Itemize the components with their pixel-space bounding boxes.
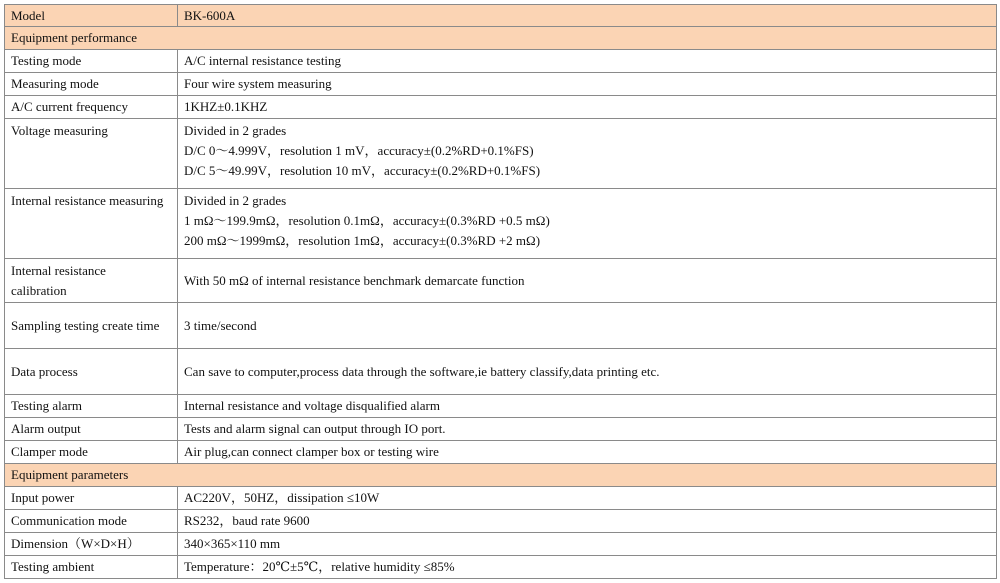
table-row [5,5,997,27]
row-value: Internal resistance and voltage disqualified alarm [178,395,997,418]
table-row [5,119,997,189]
table-row [5,349,997,395]
value-line: Divided in 2 grades [184,123,287,138]
table-row [5,73,997,96]
row-value: AC220V，50HZ，dissipation ≤10W [178,487,997,510]
row-value: 1KHZ±0.1KHZ [178,96,997,119]
value-line: 1 mΩ～199.9mΩ，resolution 0.1mΩ，accuracy±(0.3%RD +0.5 mΩ) [184,213,550,228]
row-value: Tests and alarm signal can output through IO port. [178,418,997,441]
table-row [5,96,997,119]
row-value: Four wire system measuring [178,73,997,96]
table-row [5,487,997,510]
label-line: calibration [11,282,67,298]
table-row [5,303,997,349]
row-label: Model [5,5,178,27]
row-value [178,189,997,259]
row-label: Clamper mode [5,441,178,464]
row-label: Alarm output [5,418,178,441]
value-line: D/C 5～49.99V，resolution 10 mV，accuracy±(0.2%RD+0.1%FS) [184,163,541,178]
row-value: 340×365×110 mm [178,533,997,556]
value-line: Divided in 2 grades [184,193,287,208]
section-header-row [5,464,997,487]
value-line: D/C 0～4.999V，resolution 1 mV，accuracy±(0.2%RD+0.1%FS) [184,143,534,158]
row-value: A/C internal resistance testing [178,50,997,73]
section-title: Equipment parameters [5,464,997,487]
row-label: Data process [5,349,178,395]
row-value: 3 time/second [178,303,997,349]
table-row [5,259,997,303]
table-row [5,50,997,73]
section-title: Equipment performance [5,27,997,50]
row-label: Voltage measuring [5,119,178,189]
table-row [5,510,997,533]
table-row [5,441,997,464]
row-label: Testing mode [5,50,178,73]
row-value: RS232，baud rate 9600 [178,510,997,533]
label-line: Internal resistance [11,262,106,278]
row-label: Communication mode [5,510,178,533]
table-row [5,418,997,441]
table-row [5,556,997,579]
table-row [5,395,997,418]
row-value: Air plug,can connect clamper box or testing wire [178,441,997,464]
row-label: Testing ambient [5,556,178,579]
row-label: Input power [5,487,178,510]
value-line: 200 mΩ～1999mΩ，resolution 1mΩ，accuracy±(0.3%RD +2 mΩ) [184,233,541,248]
section-header-row [5,27,997,50]
row-label: Internal resistance measuring [5,189,178,259]
row-label: Testing alarm [5,395,178,418]
row-value: Can save to computer,process data through the software,ie battery classify,data printing etc. [178,349,997,395]
spec-table [4,4,997,579]
row-label: Dimension（W×D×H） [5,533,178,556]
row-value [178,119,997,189]
row-value: BK-600A [178,5,997,27]
row-label: A/C current frequency [5,96,178,119]
table-row [5,189,997,259]
table-row [5,533,997,556]
row-label: Measuring mode [5,73,178,96]
row-label [5,259,178,303]
row-value: Temperature：20℃±5℃，relative humidity ≤85% [178,556,997,579]
row-label: Sampling testing create time [5,303,178,349]
row-value: With 50 mΩ of internal resistance benchmark demarcate function [178,259,997,303]
